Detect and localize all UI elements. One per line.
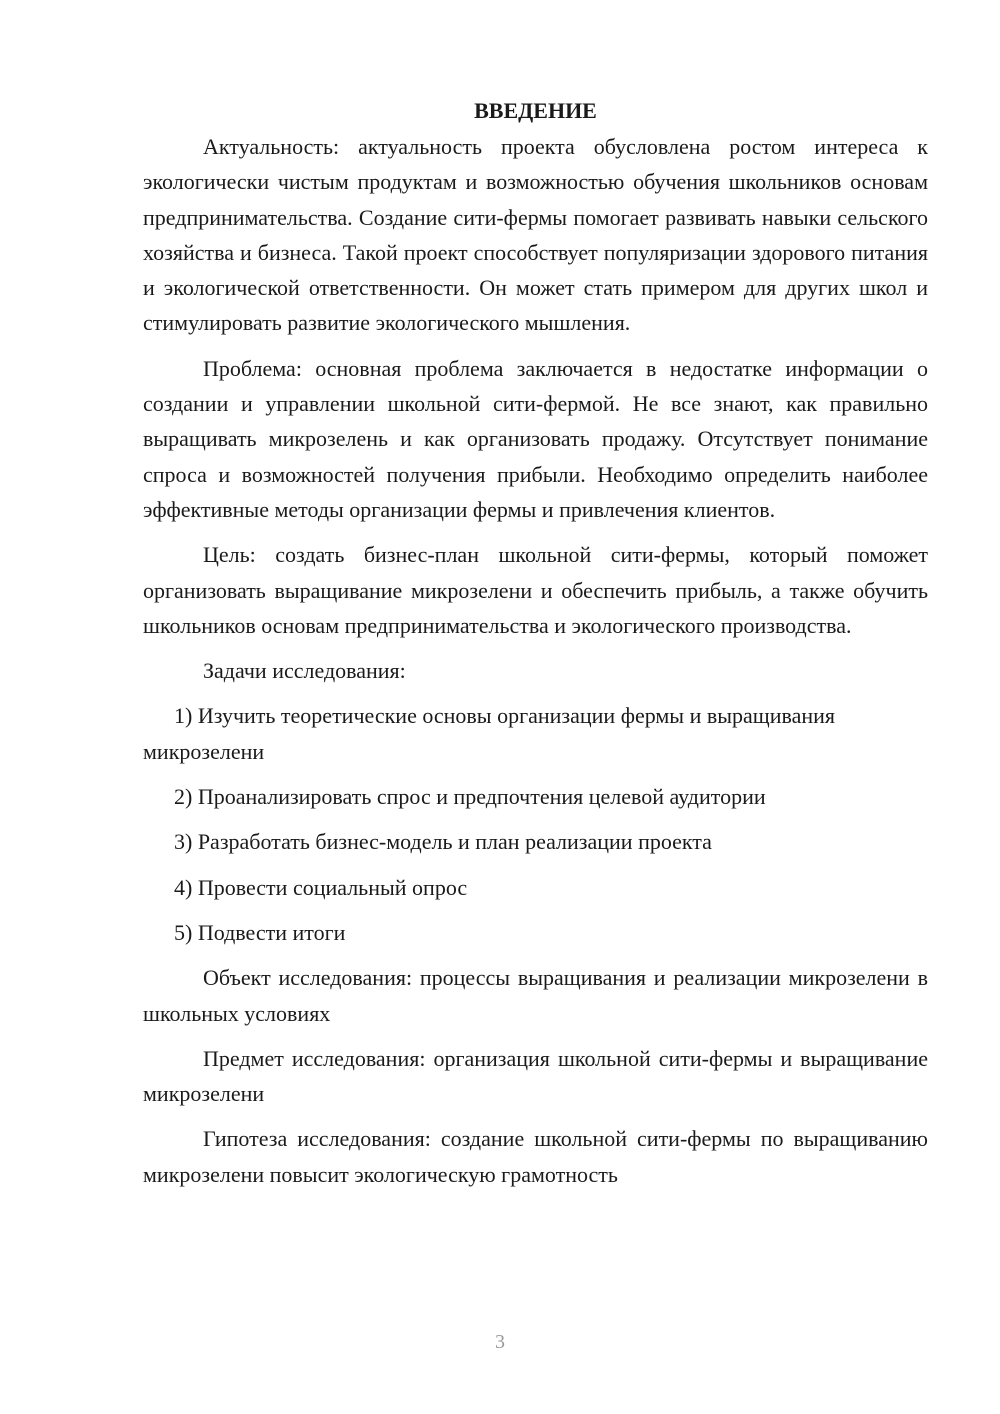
paragraph-problem: Проблема: основная проблема заключается в недостатке информации о создании и управлении школьной сити-фермой. Не все знают, как правильно выращивать микрозелень и как организовать продажу. Отсутствует понимание спроса и возможностей получения прибыли. Необходимо определить наиболее эффективные методы организации фермы и привлечения клиентов. [143,355,928,522]
section-title: ВВЕДЕНИЕ [474,98,597,123]
page-number: 3 [495,1331,505,1353]
page-content [143,94,928,1202]
task-item-5: 5) Подвести итоги [174,919,346,945]
paragraph-goal: Цель: создать бизнес-план школьной сити-фермы, который поможет организовать выращивание микрозелени и обеспечить прибыль, а также обучить школьников основам предпринимательства и экологического производства. [143,542,928,638]
paragraph-relevance: Актуальность: актуальность проекта обусловлена ростом интереса к экологически чистым продуктам и возможностью обучения школьников основам предпринимательства. Создание сити-фермы помогает развивать навыки сельского хозяйства и бизнеса. Такой проект способствует популяризации здорового питания и экологической ответственности. Он может стать примером для других школ и стимулировать развитие экологического мышления. [143,134,928,336]
tasks-heading: Задачи исследования: [203,658,406,684]
task-item-4: 4) Провести социальный опрос [174,874,468,900]
paragraph-object: Объект исследования: процессы выращивания и реализации микрозелени в школьных условиях [143,965,928,1026]
task-item-3: 3) Разработать бизнес-модель и план реализации проекта [174,829,712,855]
paragraph-hypothesis: Гипотеза исследования: создание школьной сити-фермы по выращиванию микрозелени повысит экологическую грамотность [143,1126,928,1187]
task-item-1: 1) Изучить теоретические основы организации фермы и выращивания микрозелени [143,703,836,764]
task-item-2: 2) Проанализировать спрос и предпочтения целевой аудитории [174,784,766,810]
paragraph-subject: Предмет исследования: организация школьной сити-фермы и выращивание микрозелени [143,1045,928,1107]
